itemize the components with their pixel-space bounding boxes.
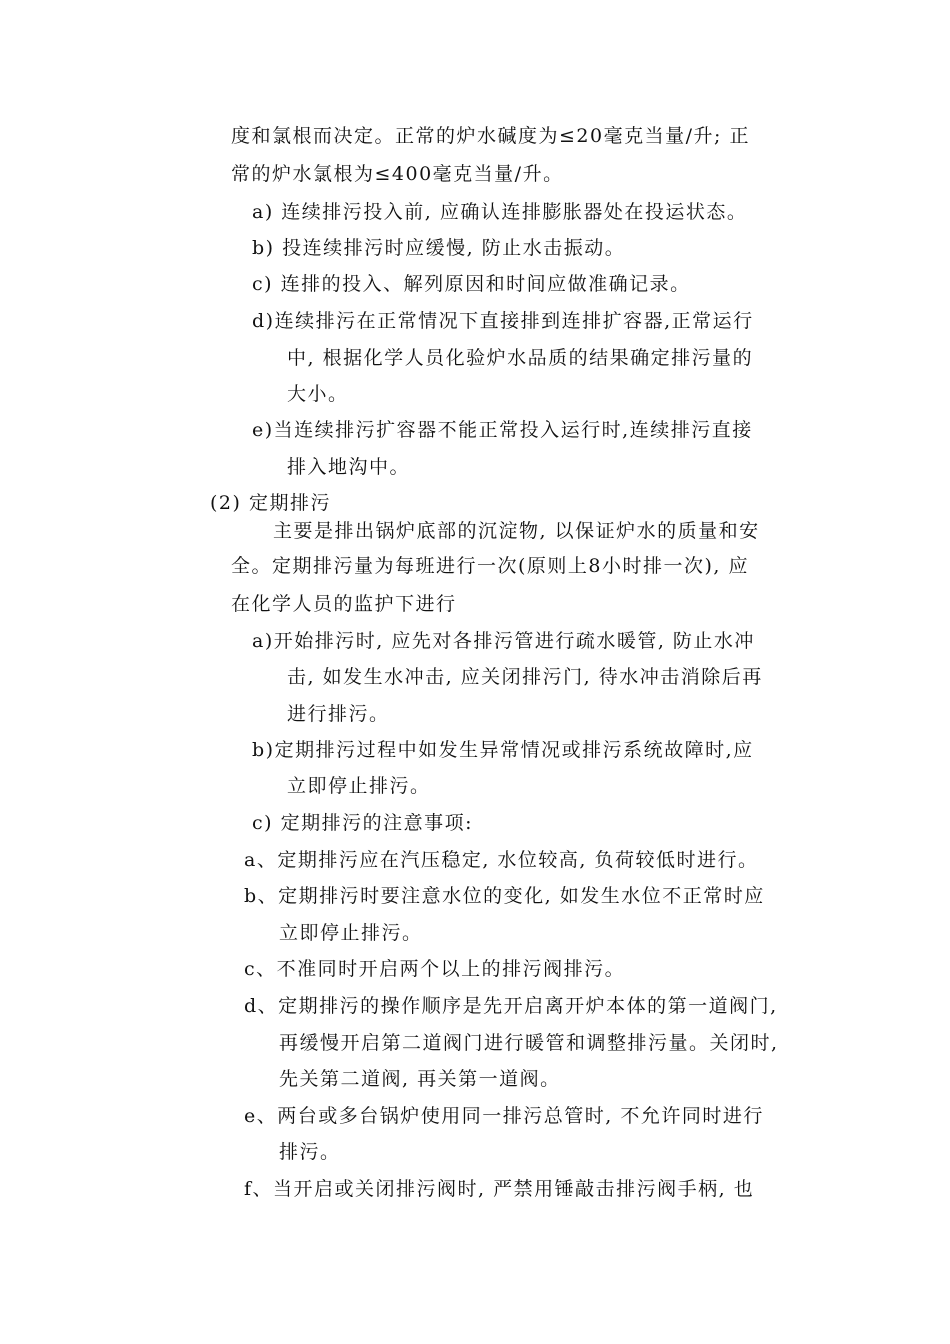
list-item: f、当开启或关闭排污阀时, 严禁用锤敲击排污阀手柄, 也 [244,1178,755,1200]
list-item: b、定期排污时要注意水位的变化, 如发生水位不正常时应 [244,885,765,907]
text-line: 大小。 [287,383,349,405]
text-line: 常的炉水氯根为≤400毫克当量/升。 [231,163,564,185]
list-item: a) 连续排污投入前, 应确认连排膨胀器处在投运状态。 [252,201,748,223]
list-item: d)连续排污在正常情况下直接排到连排扩容器,正常运行 [252,310,754,332]
text-line: 在化学人员的监护下进行 [231,593,457,615]
text-line: 击, 如发生水冲击, 应关闭排污门, 待水冲击消除后再 [287,666,763,688]
text-line: 排污。 [279,1141,341,1163]
text-line: 度和氯根而决定。正常的炉水碱度为≤20毫克当量/升; 正 [231,125,750,147]
text-line: 再缓慢开启第二道阀门进行暖管和调整排污量。关闭时, [279,1032,779,1054]
text-line: 立即停止排污。 [279,922,423,944]
list-item: c、不准同时开启两个以上的排污阀排污。 [244,958,626,980]
text-line: 主要是排出锅炉底部的沉淀物, 以保证炉水的质量和安 [273,520,760,542]
text-line: 中, 根据化学人员化验炉水品质的结果确定排污量的 [287,347,754,369]
list-item: e、两台或多台锅炉使用同一排污总管时, 不允许同时进行 [244,1105,764,1127]
text-line: 立即停止排污。 [287,775,431,797]
list-item: c) 定期排污的注意事项: [252,812,473,834]
list-item: d、定期排污的操作顺序是先开启离开炉本体的第一道阀门, [244,995,778,1017]
list-item: e)当连续排污扩容器不能正常投入运行时,连续排污直接 [252,419,753,441]
list-item: b)定期排污过程中如发生异常情况或排污系统故障时,应 [252,739,754,761]
section-heading: (2) 定期排污 [210,492,331,514]
list-item: a、定期排污应在汽压稳定, 水位较高, 负荷较低时进行。 [244,849,759,871]
list-item: a)开始排污时, 应先对各排污管进行疏水暖管, 防止水冲 [252,630,755,652]
list-item: c) 连排的投入、解列原因和时间应做准确记录。 [252,273,691,295]
text-line: 先关第二道阀, 再关第一道阀。 [279,1068,561,1090]
text-line: 排入地沟中。 [287,456,411,478]
list-item: b) 投连续排污时应缓慢, 防止水击振动。 [252,237,626,259]
text-line: 全。定期排污量为每班进行一次(原则上8小时排一次), 应 [231,555,749,577]
text-line: 进行排污。 [287,703,390,725]
